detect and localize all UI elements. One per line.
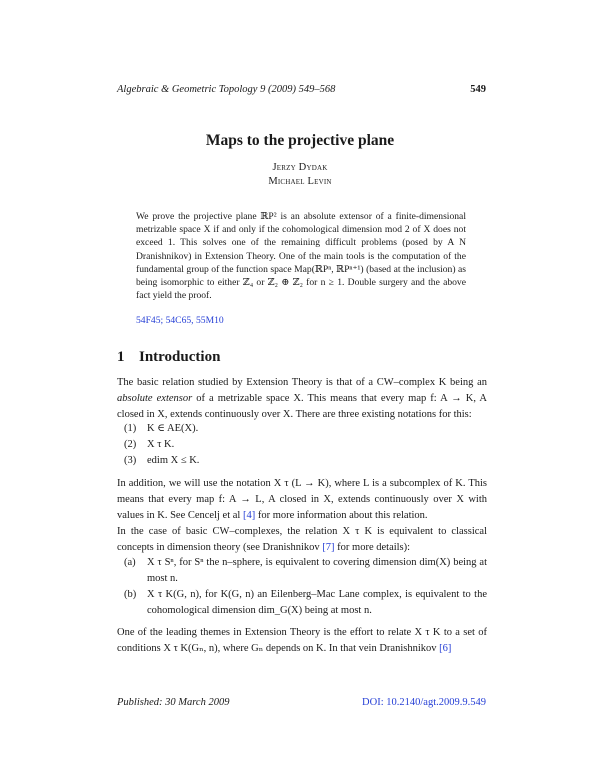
text-run: for more details): [334, 541, 411, 553]
paragraph [117, 625, 487, 657]
list-label: (b) [124, 589, 137, 600]
text-run: In the case of basic CW–complexes, the relation X τ K is equivalent to classical concepts in dimension theory (see Dranishnikov [117, 526, 487, 553]
paragraph [117, 524, 487, 556]
list-item [117, 453, 487, 469]
list-label: (3) [124, 455, 137, 466]
list-text: K ∈ AE(X). [147, 423, 199, 434]
text-run: One of the leading themes in Extension Theory is the effort to relate X τ K to a set of conditions X τ K(Gₙ, n), where Gₙ depends on K. In that vein Dranishnikov [117, 627, 487, 654]
list-item [117, 437, 487, 453]
published-date: Published: 30 March 2009 [117, 697, 230, 708]
list-item [117, 555, 487, 587]
doi-link[interactable]: DOI: 10.2140/agt.2009.9.549 [362, 697, 486, 708]
emphasis: absolute extensor [117, 392, 193, 404]
journal-header: Algebraic & Geometric Topology 9 (2009) 549–568 [117, 84, 336, 95]
text-run: In addition, we will use the notation X τ (L → K), where L is a subcomplex of K. This means that every map f: A → L, A closed in X, extends continuously over X with values in K. See Cencelj et al [117, 478, 487, 521]
page-number: 549 [470, 84, 486, 95]
citation-link[interactable]: [6] [439, 642, 452, 654]
list-text: X τ Sⁿ, for Sⁿ the n–sphere, is equivalent to covering dimension dim(X) being at most n. [147, 557, 487, 584]
list-item [117, 421, 487, 437]
section-title: Introduction [139, 349, 221, 365]
paragraph [117, 375, 487, 422]
citation-link[interactable]: [4] [242, 509, 256, 521]
list-label: (2) [124, 439, 137, 450]
section-number: 1 [117, 349, 125, 365]
list-item [117, 587, 487, 619]
list-label: (1) [124, 423, 137, 434]
abstract: We prove the projective plane ℝP² is an absolute extensor of a finite-dimensional metrizable space X if and only if the cohomological dimension mod 2 of X does not exceed 1. This solves one of the remaining difficult problems (posed by A N Dranishnikov) in Extension Theory. One of the main tools is the computation of the fundamental group of the function space Map(ℝPⁿ, ℝPⁿ⁺¹) (based at the inclusion) as being isomorphic to either ℤ₄ or ℤ₂ ⊕ ℤ₂ for n ≥ 1. Double surgery and the above fact yield the proof. [136, 211, 466, 302]
msc-codes[interactable]: 54F45; 54C65, 55M10 [136, 315, 224, 326]
text-run: of a metrizable space X. This means that every map f: A → K, A closed in X, extends continuously over X. There are three existing notations for this: [117, 392, 488, 420]
author-name: Michael Levin [268, 176, 332, 187]
paper-title: Maps to the projective plane [205, 132, 395, 149]
paragraph [117, 476, 487, 523]
author-name: Jerzy Dydak [272, 162, 328, 173]
section-heading [117, 349, 220, 366]
list-text: X τ K(G, n), for K(G, n) an Eilenberg–Mac Lane complex, is equivalent to the cohomological dimension dim_G(X) being at most n. [147, 589, 487, 616]
text-run: for more information about this relation. [255, 509, 428, 521]
list-text: X τ K. [147, 439, 175, 450]
citation-link[interactable]: [7] [322, 541, 335, 553]
list-label: (a) [124, 557, 136, 568]
text-run: The basic relation studied by Extension Theory is that of a CW–complex K being an [117, 377, 487, 388]
list-text: edim X ≤ K. [147, 455, 200, 466]
